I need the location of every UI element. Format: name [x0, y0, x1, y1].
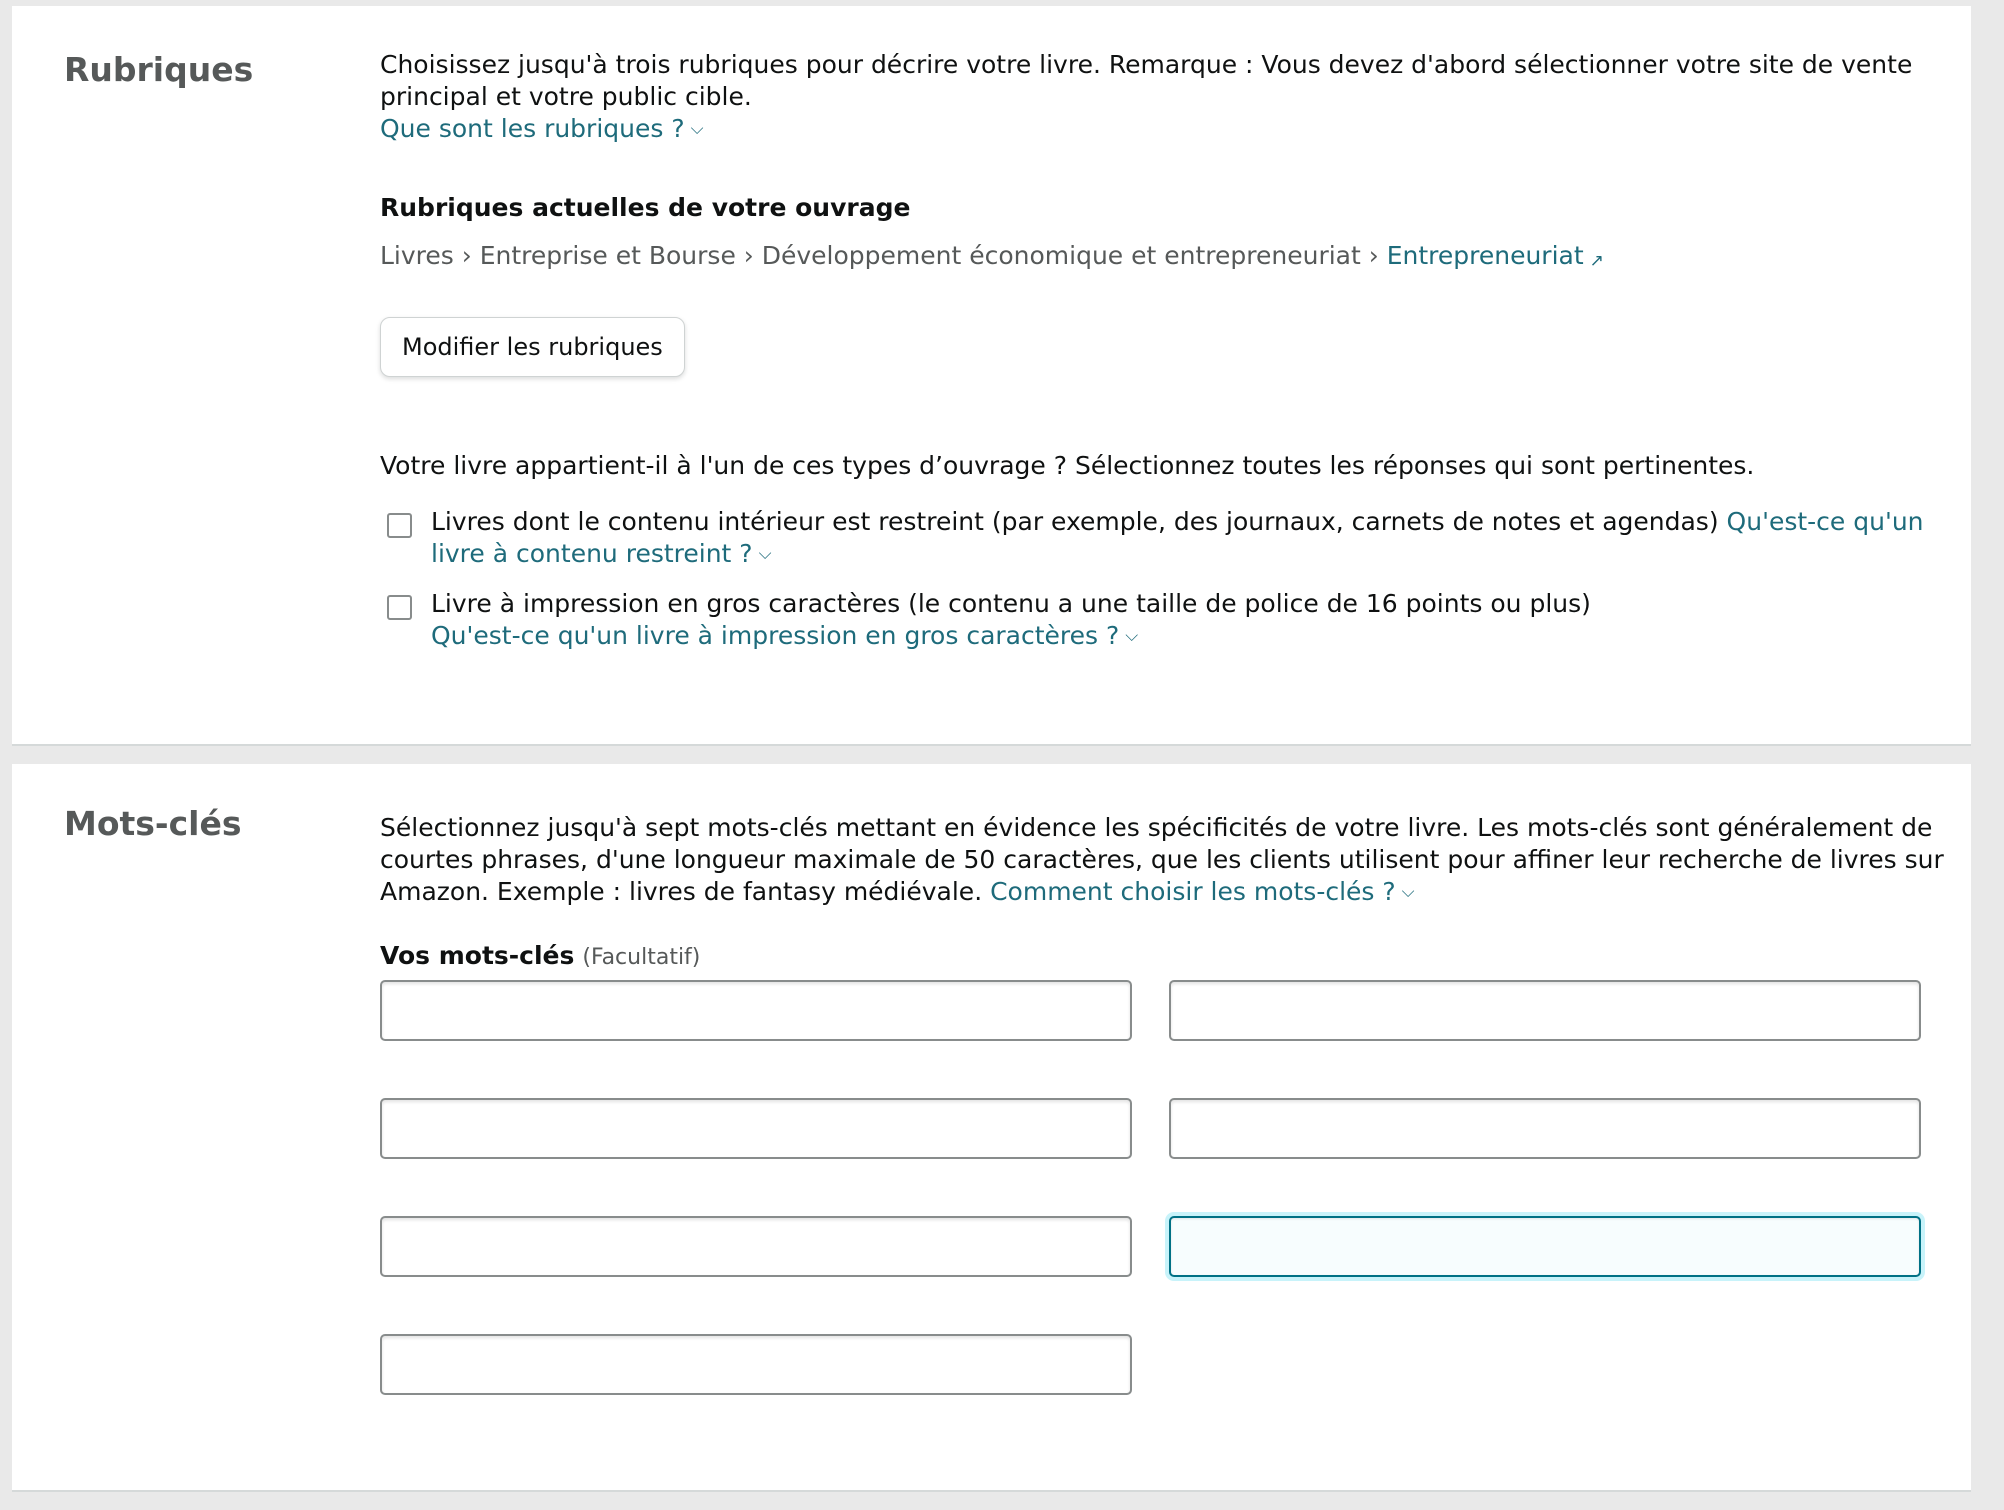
edit-categories-wrapper [380, 317, 1945, 377]
keywords-label-row [380, 940, 1945, 974]
current-categories-heading: Rubriques actuelles de votre ouvrage [380, 193, 911, 222]
keyword-field-5[interactable] [380, 1216, 1132, 1277]
keyword-field-7[interactable] [380, 1334, 1132, 1395]
edit-categories-button[interactable]: Modifier les rubriques [380, 317, 685, 377]
keywords-optional: (Facultatif) [582, 945, 701, 970]
categories-description: Choisissez jusqu'à trois rubriques pour décrire votre livre. Remarque : Vous devez d'abord sélectionner votre site de vente principal et votre public cible. [380, 50, 1913, 111]
external-link-icon: ↗ [1589, 251, 1604, 271]
book-types-question: Votre livre appartient-il à l'un de ces types d’ouvrage ? Sélectionnez toutes les réponses qui sont pertinentes. [380, 451, 1755, 480]
keywords-label: Vos mots-clés [380, 941, 575, 970]
breadcrumb-item: Développement économique et entrepreneuriat [761, 241, 1361, 270]
categories-help-link[interactable] [380, 113, 1945, 145]
breadcrumb-item: Livres [380, 241, 454, 270]
large-print-help-link[interactable]: Qu'est-ce qu'un livre à impression en gros caractères ? [431, 621, 1120, 650]
keyword-field-6[interactable] [1169, 1216, 1921, 1277]
restricted-content-checkbox[interactable] [387, 513, 412, 538]
large-print-checkbox[interactable] [387, 595, 412, 620]
option-large-print[interactable] [380, 588, 1945, 652]
categories-content [380, 49, 1945, 145]
chevron-down-icon: ⌵ [758, 544, 772, 564]
breadcrumb-separator: › [461, 241, 472, 270]
categories-help-link-label[interactable]: Que sont les rubriques ? [380, 114, 685, 143]
large-print-label: Livre à impression en gros caractères (le contenu a une taille de police de 16 points ou plus) [431, 589, 1591, 618]
breadcrumb-separator: › [743, 241, 754, 270]
breadcrumb [380, 240, 1945, 277]
keywords-description: Sélectionnez jusqu'à sept mots-clés mettant en évidence les spécificités de votre livre. Les mots-clés sont généralement de courtes phrases, d'une longueur maximale de 50 caractères, que les clients utilisent pour affiner leur recherche de livres sur Amazon. Exemple : livres de fantasy médiévale. [380, 813, 1944, 906]
keyword-field-4[interactable] [1169, 1098, 1921, 1159]
chevron-down-icon: ⌵ [1401, 882, 1415, 902]
keywords-description-block [380, 812, 1945, 908]
chevron-down-icon: ⌵ [1125, 626, 1139, 646]
option-text [431, 506, 1945, 570]
chevron-down-icon: ⌵ [690, 119, 704, 139]
restricted-content-label: Livres dont le contenu intérieur est restreint (par exemple, des journaux, carnets de notes et agendas) [431, 507, 1719, 536]
keywords-help-link[interactable]: Comment choisir les mots-clés ? [990, 877, 1396, 906]
keyword-field-2[interactable] [1169, 980, 1921, 1041]
option-text [431, 588, 1945, 652]
keywords-title: Mots-clés [64, 804, 242, 843]
breadcrumb-separator: › [1368, 241, 1379, 270]
option-restricted-content[interactable] [380, 506, 1945, 570]
breadcrumb-link-entrepreneuriat[interactable]: Entrepreneuriat [1386, 241, 1584, 270]
categories-section [12, 6, 1971, 746]
breadcrumb-item: Entreprise et Bourse [479, 241, 736, 270]
restricted-content-help-link[interactable]: Qu'est-ce qu'un livre à contenu restreint ? [431, 507, 1924, 568]
keywords-section [12, 764, 1971, 1492]
categories-title: Rubriques [64, 50, 254, 89]
keyword-field-1[interactable] [380, 980, 1132, 1041]
keyword-field-3[interactable] [380, 1098, 1132, 1159]
